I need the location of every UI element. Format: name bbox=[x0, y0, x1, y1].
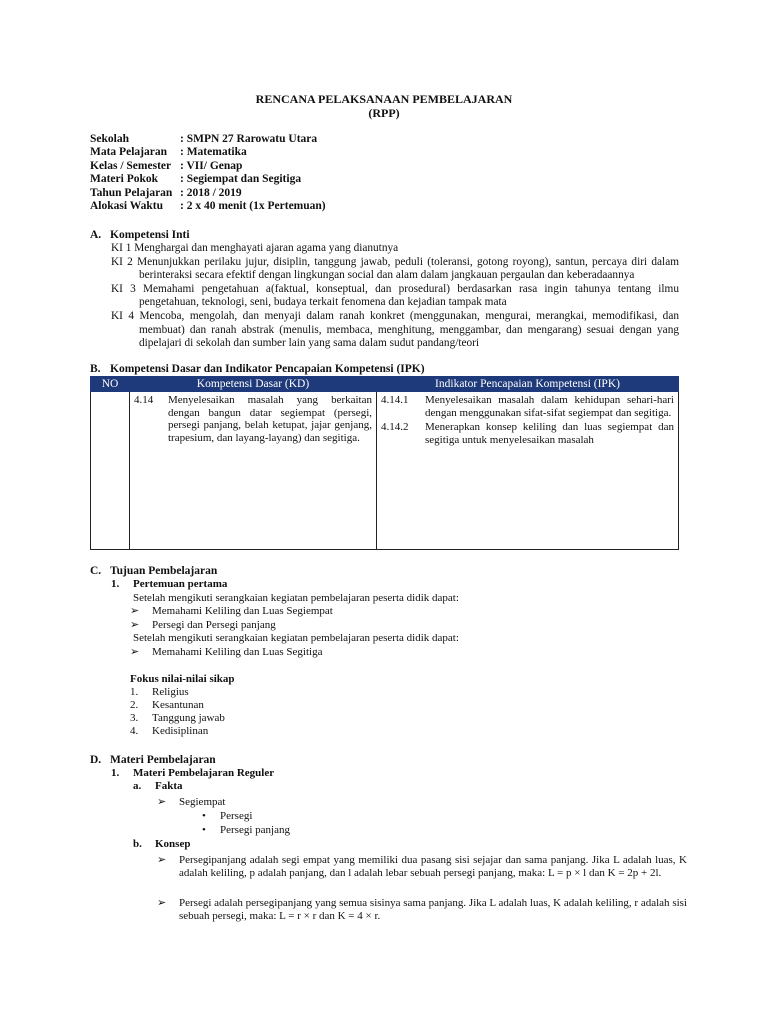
fokus-item bbox=[130, 712, 225, 725]
konsep-text: Persegi adalah persegipanjang yang semua sisinya sama panjang. Jika L adalah luas, K adalah keliling, r adalah sisi sebuah persegi, maka: L = r × r dan K = 4 × r. bbox=[179, 897, 687, 923]
column-header: Indikator Pencapaian Kompetensi (IPK) bbox=[377, 377, 679, 392]
identity-row bbox=[90, 173, 326, 186]
identity-value: : Matematika bbox=[180, 146, 247, 159]
arrow-bullet-icon: ➢ bbox=[130, 619, 140, 631]
column-header: Kompetensi Dasar (KD) bbox=[130, 377, 377, 392]
doc-title: RENCANA PELAKSANAAN PEMBELAJARAN bbox=[255, 92, 513, 106]
fokus-number: 4. bbox=[130, 725, 139, 737]
konsep-text: Persegipanjang adalah segi empat yang memiliki dua pasang sisi sejajar dan sama panjang. Jika L adalah luas, K adalah keliling, p adalah panjang, dan l adalah lebar sebuah persegi panjang, maka: L = p × l dan K = 2p + 2l. bbox=[179, 854, 687, 880]
arrow-bullet-icon: ➢ bbox=[130, 605, 140, 617]
bullet-icon: • bbox=[202, 810, 206, 822]
fokus-number: 2. bbox=[130, 699, 139, 711]
section-letter: D. bbox=[90, 754, 102, 766]
ipk-number: 4.14.1 bbox=[381, 394, 409, 406]
no-cell bbox=[91, 392, 130, 550]
arrow-bullet-icon: ➢ bbox=[157, 796, 167, 808]
section-c-heading bbox=[90, 565, 217, 577]
ki-item: KI 4 Mencoba, mengolah, dan menyaji dalam ranah konkret (menggunakan, mengurai, merangkai, memodifikasi, dan membuat) dan ranah abstrak (menulis, membaca, menghitung, menggambar, dan mengarang) sesuai dengan yang dipelajari di sekolah dan sumber lain yang sama dalam sudut pandang/teori bbox=[111, 309, 679, 350]
kd-text: Menyelesaikan masalah yang berkaitan dengan bangun datar segiempat (persegi, persegi panjang, belah ketupat, jajar genjang, trapesium, dan layang-layang) dan segitiga. bbox=[168, 394, 372, 444]
identity-table bbox=[90, 133, 326, 213]
identity-row bbox=[90, 187, 326, 200]
kd-number: 4.14 bbox=[134, 394, 154, 406]
konsep-item bbox=[157, 854, 687, 880]
arrow-bullet-icon: ➢ bbox=[157, 854, 167, 866]
fakta-letter: a. bbox=[133, 780, 142, 792]
bullet-icon: • bbox=[202, 824, 206, 836]
goal-text: Memahami Keliling dan Luas Segiempat bbox=[152, 605, 333, 617]
fakta-bullet-text: Persegi panjang bbox=[220, 824, 290, 836]
identity-value: : SMPN 27 Rarowatu Utara bbox=[180, 133, 318, 145]
identity-key: Materi Pokok bbox=[90, 173, 159, 186]
ki-item: KI 3 Memahami pengetahuan a(faktual, konseptual, dan prosedural) berdasarkan rasa ingin tahunya tentang ilmu pengetahuan, teknologi, seni, budaya terkait fenomena dan kejadian tampak mata bbox=[111, 282, 679, 309]
fokus-number: 1. bbox=[130, 686, 139, 698]
goal-text: Persegi dan Persegi panjang bbox=[152, 619, 276, 631]
ipk-text: Menyelesaikan masalah dalam kehidupan sehari-hari dengan menggunakan sifat-sifat segiempat dan segitiga. bbox=[425, 394, 674, 419]
identity-value: : Segiempat dan Segitiga bbox=[180, 173, 302, 186]
meeting-heading bbox=[111, 578, 227, 591]
materi-number: 1. bbox=[111, 767, 120, 779]
fakta-bullet-text: Persegi bbox=[220, 810, 253, 822]
meeting-number: 1. bbox=[111, 578, 120, 590]
materi-heading bbox=[111, 767, 274, 780]
fakta-bullet bbox=[202, 824, 290, 837]
section-letter: A. bbox=[90, 229, 102, 241]
konsep-letter: b. bbox=[133, 838, 142, 850]
goals-intro: Setelah mengikuti serangkaian kegiatan pembelajaran peserta didik dapat: bbox=[133, 592, 459, 604]
fokus-number: 3. bbox=[130, 712, 139, 724]
section-a-heading bbox=[90, 229, 190, 241]
goal-text: Memahami Keliling dan Luas Segitiga bbox=[152, 646, 323, 658]
goal-item bbox=[130, 605, 333, 618]
column-header: NO bbox=[91, 377, 130, 392]
section-letter: C. bbox=[90, 565, 102, 577]
materi-title: Materi Pembelajaran Reguler bbox=[133, 767, 275, 779]
kd-ipk-table bbox=[90, 376, 679, 550]
fokus-heading: Fokus nilai-nilai sikap bbox=[130, 673, 235, 685]
section-letter: B. bbox=[90, 363, 101, 375]
konsep-title: Konsep bbox=[155, 838, 191, 850]
ipk-number: 4.14.2 bbox=[381, 421, 409, 434]
ki-item: KI 1 Menghargai dan menghayati ajaran agama yang dianutnya bbox=[111, 242, 399, 254]
meeting-title: Pertemuan pertama bbox=[133, 578, 228, 590]
identity-key: Tahun Pelajaran bbox=[90, 186, 173, 199]
identity-key: Alokasi Waktu bbox=[90, 200, 163, 213]
fokus-text: Tanggung jawab bbox=[152, 712, 225, 724]
section-d-heading bbox=[90, 754, 216, 766]
identity-value: : 2 x 40 menit (1x Pertemuan) bbox=[180, 200, 326, 213]
ipk-text: Menerapkan konsep keliling dan luas segiempat dan segitiga untuk menyelesaikan masalah bbox=[425, 421, 674, 446]
identity-row bbox=[90, 133, 326, 146]
section-title: Tujuan Pembelajaran bbox=[110, 565, 218, 577]
fokus-item bbox=[130, 699, 204, 712]
fokus-text: Religius bbox=[152, 686, 189, 698]
fakta-heading bbox=[133, 780, 183, 793]
fokus-item bbox=[130, 686, 189, 699]
ki-item: KI 2 Menunjukkan perilaku jujur, disiplin, tanggung jawab, peduli (toleransi, gotong royong), santun, percaya diri dalam berinteraksi secara efektif dengan lingkungan social dan alam dalam jangkauan pergaulan dan keberadaannya bbox=[111, 255, 679, 282]
identity-row bbox=[90, 200, 326, 213]
goals-intro: Setelah mengikuti serangkaian kegiatan pembelajaran peserta didik dapat: bbox=[133, 632, 459, 644]
identity-key: Sekolah bbox=[90, 133, 129, 145]
doc-subtitle: (RPP) bbox=[368, 106, 400, 120]
identity-value: : VII/ Genap bbox=[180, 159, 243, 172]
konsep-heading bbox=[133, 838, 190, 851]
arrow-bullet-icon: ➢ bbox=[157, 897, 167, 909]
fakta-title: Fakta bbox=[155, 780, 183, 792]
kd-cell bbox=[130, 392, 377, 550]
fokus-item bbox=[130, 725, 208, 738]
section-b-heading bbox=[90, 363, 425, 375]
fakta-text: Segiempat bbox=[179, 796, 226, 808]
section-title: Kompetensi Dasar dan Indikator Pencapaian Kompetensi (IPK) bbox=[110, 363, 425, 375]
konsep-item bbox=[157, 897, 687, 923]
fakta-bullet bbox=[202, 810, 252, 823]
identity-key: Mata Pelajaran bbox=[90, 146, 167, 159]
fokus-text: Kedisiplinan bbox=[152, 725, 209, 737]
identity-row bbox=[90, 146, 326, 159]
section-title: Kompetensi Inti bbox=[110, 229, 190, 241]
identity-value: : 2018 / 2019 bbox=[180, 186, 242, 199]
identity-key: Kelas / Semester bbox=[90, 159, 172, 172]
table-header-row bbox=[91, 377, 679, 392]
identity-row bbox=[90, 160, 326, 173]
table-row bbox=[91, 392, 679, 550]
fokus-text: Kesantunan bbox=[152, 699, 204, 711]
goal-item bbox=[130, 646, 322, 659]
goal-item bbox=[130, 619, 276, 632]
ipk-cell bbox=[377, 392, 679, 550]
arrow-bullet-icon: ➢ bbox=[130, 646, 140, 658]
section-title: Materi Pembelajaran bbox=[110, 754, 216, 766]
fakta-item bbox=[157, 796, 225, 809]
ki-list bbox=[111, 242, 679, 351]
